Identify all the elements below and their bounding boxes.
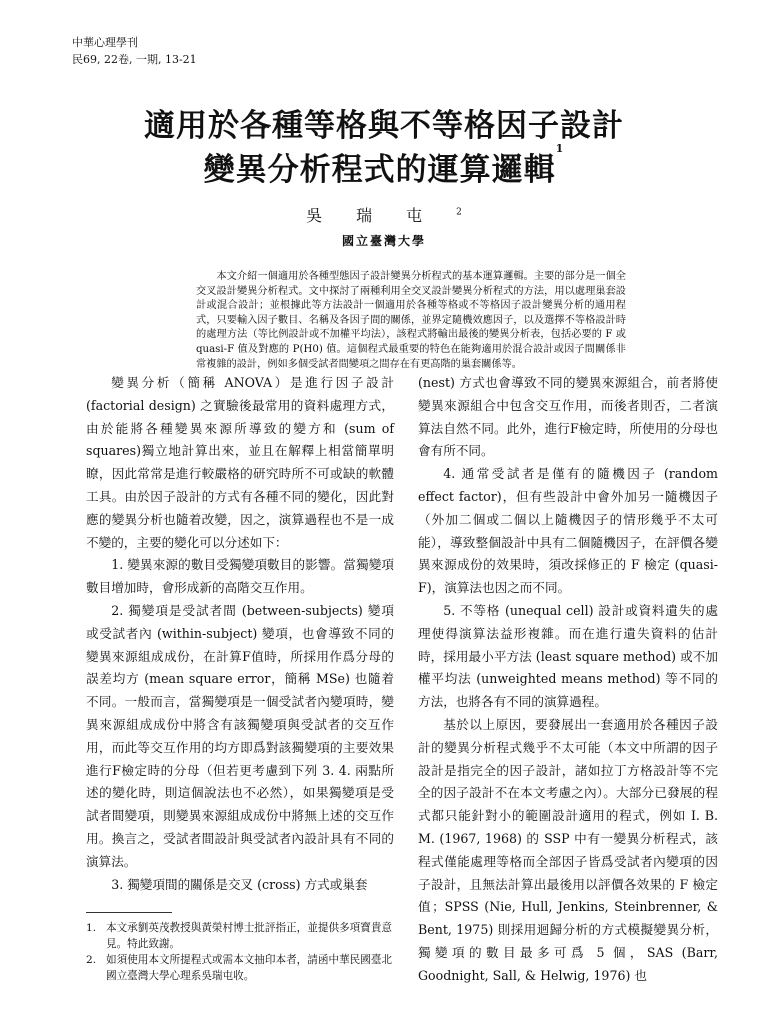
body-paragraph: 變異分析（簡稱 ANOVA）是進行因子設計 (factorial design) 之實驗後最常用的資料處理方式，由於能將各種變異來源所導致的變方和 (sum of squares)獨立地計算出來，並且在解釋上相當簡單明瞭，因此常常是進行較嚴格的研究時所不可或缺的軟體工具。由於因子設計的方式有各種不同的變化，因此對應的變異分析也隨着改變，因之，演算過程也不是一成不變的，主要的變化可以分述如下：	[86, 375, 394, 550]
journal-citation: 民69, 22卷, 一期, 13-21	[72, 53, 197, 66]
footnote-number: 1.	[86, 922, 97, 934]
body-paragraph: 基於以上原因，要發展出一套適用於各種因子設計的變異分析程式幾乎不太可能（本文中所謂的因子設計是指完全的因子設計，諸如拉丁方格設計等不完全的因子設計不在本文考慮之內）。大部分已發展的程式都只能針對小的範圍設計適用的程式，例如 I. B. M. (1967, 1968) 的 SSP 中有一變異分析程式，該程式僅能處理等格而全部因子皆爲受試者內變項的因子設計，且無法計算出最後用以評價各效果的 F 檢定值；SPSS (Nie, Hull, Jenkins, Steinbrenner, & Bent, 1975) 則採用迴歸分析的方式模擬變異分析，獨變項的數目最多可爲 5 個，SAS (Barr, Goodnight, Sall, & Helwig, 1976) 也	[418, 716, 718, 983]
right-column	[418, 372, 718, 988]
author-footnote-mark: 2	[456, 207, 462, 218]
body-paragraph: (nest) 方式也會導致不同的變異來源組合，前者將使變異來源組合中包含交互作用，而後者則否，二者演算法自然不同。此外，進行F檢定時，所使用的分母也會有所不同。	[418, 375, 718, 459]
footnote-text: 本文承劉英茂教授與黃榮村博士批評指正，並提供多項寶貴意見。特此致謝。	[106, 922, 393, 950]
journal-name: 中華心理學刊	[72, 36, 138, 49]
author-name: 吳瑞屯	[306, 206, 457, 225]
paper-title-line-2	[0, 144, 768, 189]
title-text-1: 適用於各種等格與不等格因子設計	[144, 108, 624, 144]
title-footnote-mark: 1	[555, 142, 565, 155]
paper-title-line-1	[0, 100, 768, 145]
body-paragraph: 4. 通常受試者是僅有的隨機因子 (random effect factor)，但有些設計中會外加另一隨機因子（外加二個或二個以上隨機因子的情形幾乎不太可能），導致整個設計中具有二個隨機因子，在評價各變異來源成份的效果時，須改採修正的 F 檢定 (quasi-F)，演算法也因之而不同。	[418, 466, 718, 596]
abstract	[196, 270, 626, 372]
abstract-text: 本文介紹一個適用於各種型態因子設計變異分析程式的基本運算邏輯。主要的部分是一個全交叉設計變異分析程式。文中探討了兩種利用全交叉設計變異分析程式的方法，用以處理巢套設計或混合設計；並根據此等方法設計一個適用於各種等格或不等格因子設計變異分析的通用程式，只要輸入因子數目、名稱及各因子間的關係，並界定隨機效應因子，以及選擇不等格設計時的處理方法（等比例設計或不加權平均法），該程式將輸出最後的變異分析表，包括必要的 F 或 quasi-F 值及對應的 P(H0) 值。這個程式最重要的特色在能夠適用於混合設計或因子間關係非常複雜的設計，例如多個受試者間變項之間存在有更高階的巢套關係等。	[196, 271, 626, 370]
affiliation: 國立臺灣大學	[341, 234, 426, 248]
footnote-number: 2.	[86, 954, 97, 966]
author-line	[0, 203, 768, 226]
left-column	[86, 372, 394, 896]
body-paragraph: 2. 獨變項是受試者間 (between-subjects) 變項或受試者內 (within-subject) 變項，也會導致不同的變異來源組成成份，在計算F值時，所採用作爲分母的誤差均方 (mean square error，簡稱 MSe) 也隨着不同。一般而言，當獨變項是一個受試者內變項時，變異來源組成成份中將含有該獨變項與受試者的交互作用，而此等交互作用的均方即爲對該獨變項的主要效果進行F檢定時的分母（但若更考慮到下列 3. 4. 兩點所述的變化時，則這個說法也不必然），如果獨變項是受試者間變項，則變異來源組成成份中將無上述的交互作用。換言之，受試者間設計與受試者內設計具有不同的演算法。	[86, 602, 394, 869]
footnote-divider	[86, 912, 172, 913]
title-text-2: 變異分析程式的運算邏輯	[203, 152, 556, 188]
journal-header	[72, 34, 197, 68]
body-paragraph: 5. 不等格 (unequal cell) 設計或資料遺失的處理使得演算法益形複雜。而在進行遺失資料的估計時，採用最小平方法 (least square method) 或不加權平均法 (unweighted means method) 等不同的方法，也將各有不同的演算過程。	[418, 602, 718, 710]
footnote	[86, 920, 398, 952]
body-paragraph: 1. 變異來源的數目受獨變項數目的影響。當獨變項數目增加時，會形成新的高階交互作用。	[86, 557, 394, 596]
footnote	[86, 952, 398, 984]
body-paragraph: 3. 獨變項間的關係是交叉 (cross) 方式或巢套	[111, 876, 368, 892]
footnotes	[86, 920, 398, 984]
footnote-text: 如須使用本文所提程式或需本文抽印本者，請函中華民國臺北國立臺灣大學心理系吳瑞屯收。	[106, 954, 393, 982]
